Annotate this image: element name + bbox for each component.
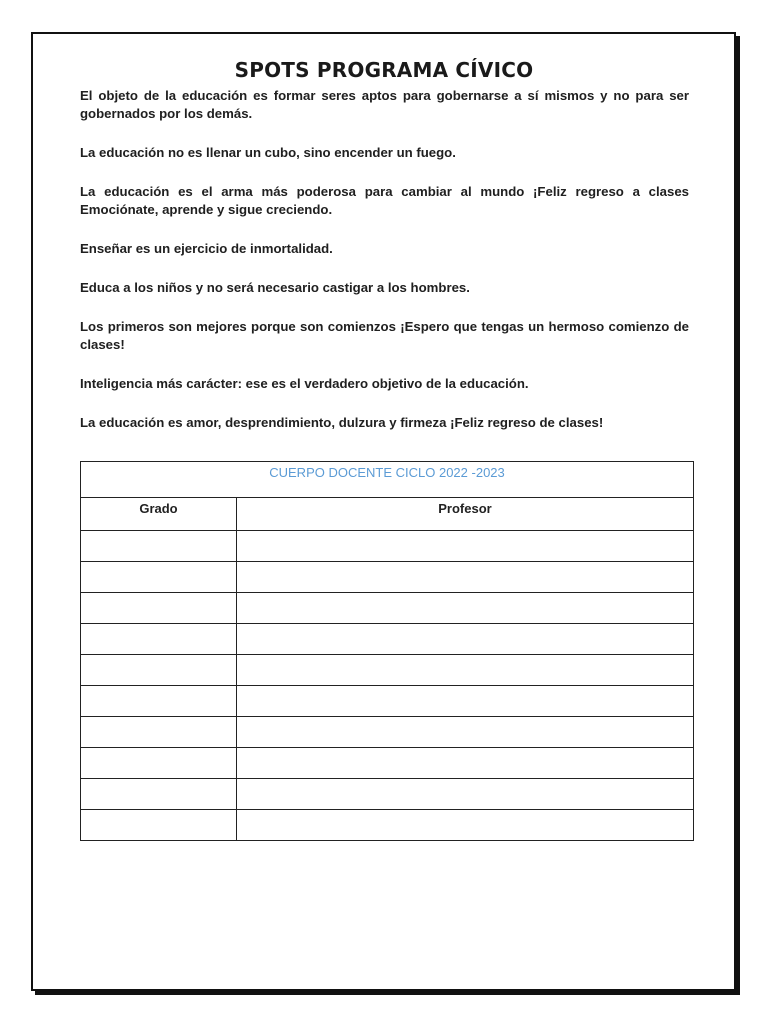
- spot-item: La educación es el arma más poderosa para cambiar al mundo ¡Feliz regreso a clases Emociónate, aprende y sigue creciendo.: [80, 184, 689, 217]
- grado-cell[interactable]: [81, 686, 237, 717]
- spots-list: [80, 87, 689, 453]
- profesor-cell[interactable]: [237, 562, 694, 593]
- table-row: [81, 655, 694, 686]
- grado-cell[interactable]: [81, 655, 237, 686]
- spot-item: Inteligencia más carácter: ese es el verdadero objetivo de la educación.: [80, 376, 529, 391]
- grado-cell[interactable]: [81, 562, 237, 593]
- spot-item: Educa a los niños y no será necesario castigar a los hombres.: [80, 280, 470, 295]
- table-row: [81, 593, 694, 624]
- header-profesor: Profesor: [237, 498, 694, 531]
- table-row: [81, 779, 694, 810]
- table-header-row: [81, 498, 694, 531]
- staff-table: [80, 461, 694, 841]
- spot-item: El objeto de la educación es formar seres aptos para gobernarse a sí mismos y no para ser gobernados por los demás.: [80, 88, 689, 121]
- profesor-cell[interactable]: [237, 748, 694, 779]
- table-row: [81, 686, 694, 717]
- profesor-cell[interactable]: [237, 655, 694, 686]
- grado-cell[interactable]: [81, 810, 237, 841]
- spot-item: Enseñar es un ejercicio de inmortalidad.: [80, 241, 333, 256]
- profesor-cell[interactable]: [237, 810, 694, 841]
- grado-cell[interactable]: [81, 717, 237, 748]
- grado-cell[interactable]: [81, 748, 237, 779]
- table-caption: CUERPO DOCENTE CICLO 2022 -2023: [81, 462, 694, 498]
- table-row: [81, 810, 694, 841]
- table-row: [81, 531, 694, 562]
- spot-item: La educación no es llenar un cubo, sino encender un fuego.: [80, 145, 456, 160]
- table-row: [81, 717, 694, 748]
- profesor-cell[interactable]: [237, 624, 694, 655]
- table-caption-row: [81, 462, 694, 498]
- profesor-cell[interactable]: [237, 531, 694, 562]
- profesor-cell[interactable]: [237, 779, 694, 810]
- document-title: SPOTS PROGRAMA CÍVICO: [234, 58, 534, 82]
- header-grado: Grado: [81, 498, 237, 531]
- profesor-cell[interactable]: [237, 593, 694, 624]
- grado-cell[interactable]: [81, 593, 237, 624]
- grado-cell[interactable]: [81, 779, 237, 810]
- spot-item: Los primeros son mejores porque son comienzos ¡Espero que tengas un hermoso comienzo de clases!: [80, 319, 689, 352]
- profesor-cell[interactable]: [237, 686, 694, 717]
- grado-cell[interactable]: [81, 531, 237, 562]
- table-row: [81, 562, 694, 593]
- table-row: [81, 624, 694, 655]
- spot-item: La educación es amor, desprendimiento, dulzura y firmeza ¡Feliz regreso de clases!: [80, 415, 604, 430]
- table-row: [81, 748, 694, 779]
- profesor-cell[interactable]: [237, 717, 694, 748]
- grado-cell[interactable]: [81, 624, 237, 655]
